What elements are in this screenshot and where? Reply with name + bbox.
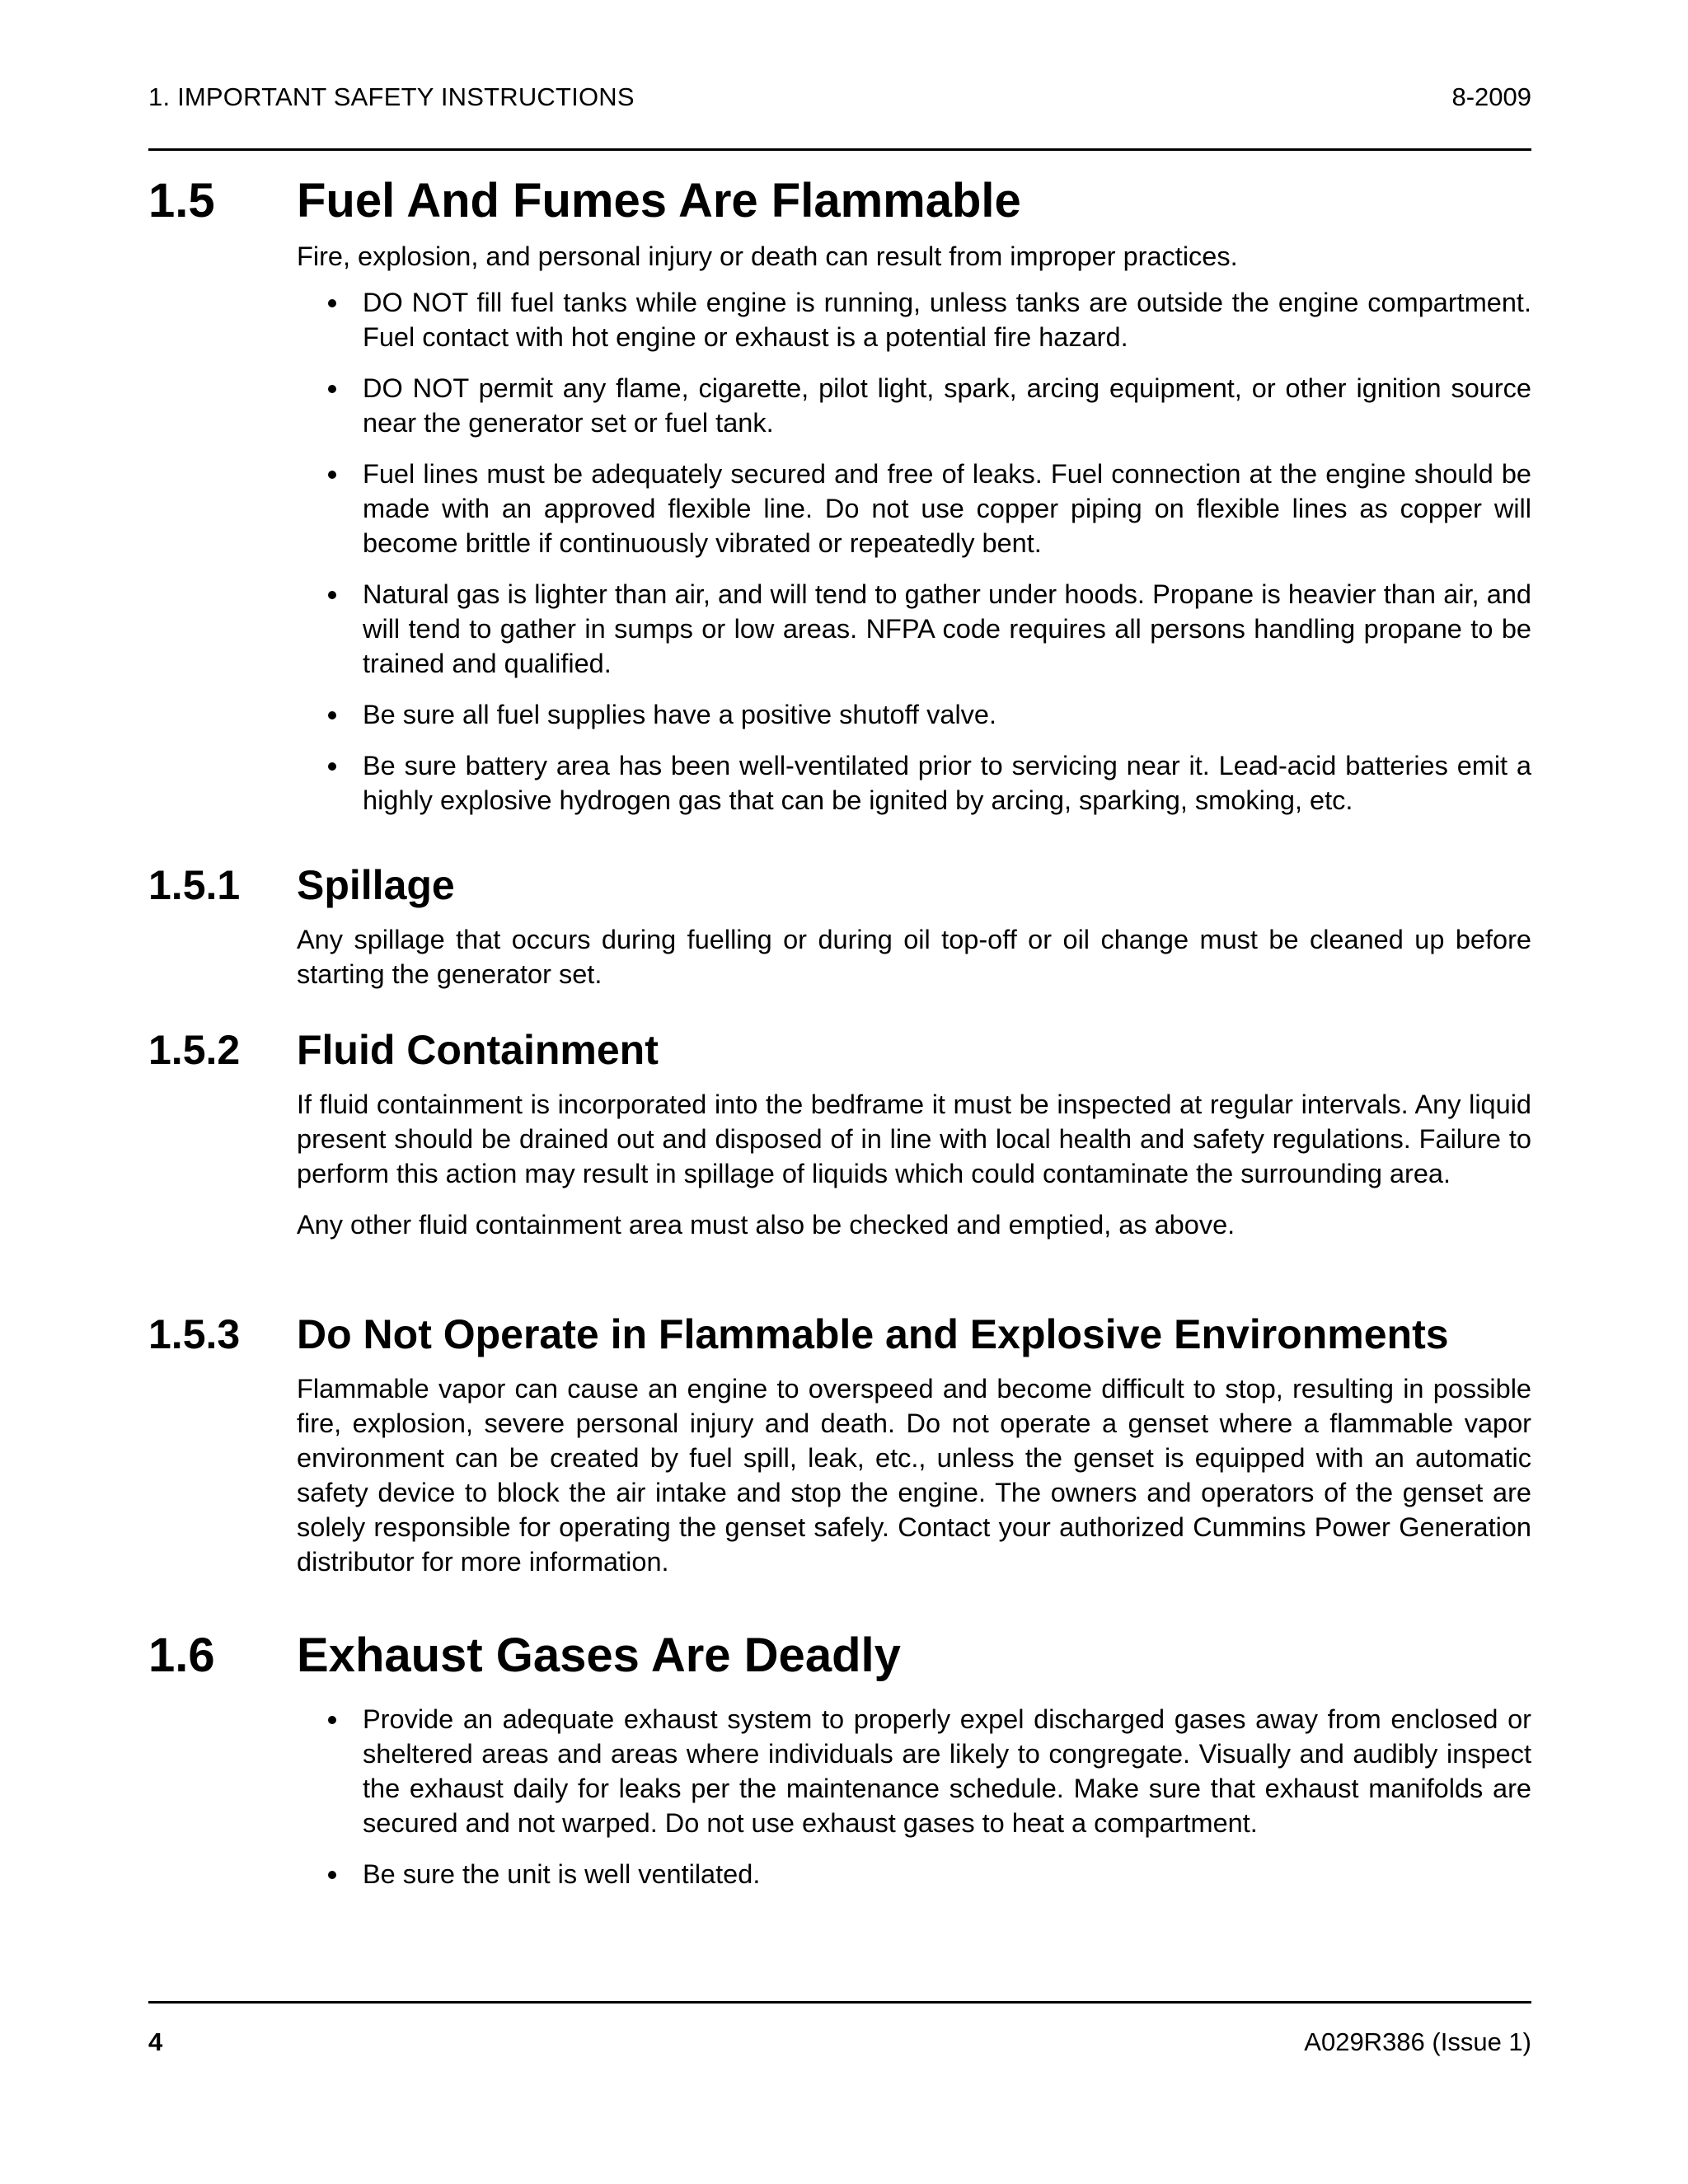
subsection-number: 1.5.3 — [148, 1311, 241, 1357]
bullet-icon — [328, 385, 336, 393]
subsection-heading — [148, 1310, 1531, 1360]
section-1-5-3 — [148, 1310, 1531, 1579]
section-heading — [148, 1628, 1531, 1685]
bullet-icon — [328, 299, 336, 307]
header-rule — [148, 148, 1531, 151]
subsection-number: 1.5.1 — [148, 862, 241, 908]
list-item: DO NOT fill fuel tanks while engine is running, unless tanks are outside the engine compartment. Fuel contact with hot engine or exhaust is a potential fire hazard. — [297, 285, 1531, 354]
section-title: Fuel And Fumes Are Flammable — [297, 174, 1021, 227]
paragraph: Any other fluid containment area must also be checked and emptied, as above. — [297, 1210, 1236, 1240]
section-body — [297, 239, 1531, 818]
section-body — [297, 1702, 1531, 1891]
list-item: Be sure all fuel supplies have a positive shutoff valve. — [297, 697, 1531, 732]
section-1-6 — [148, 1628, 1531, 1891]
list-item: DO NOT permit any flame, cigarette, pilot light, spark, arcing equipment, or other ignition source near the generator set or fuel tank. — [297, 371, 1531, 440]
paragraph: Any spillage that occurs during fuelling or during oil top-off or oil change must be cleaned up before starting the generator set. — [297, 925, 1531, 989]
subsection-body — [297, 1087, 1531, 1242]
list-item: Fuel lines must be adequately secured and free of leaks. Fuel connection at the engine should be made with an approved flexible line. Do not use copper piping on flexible lines as copper will become brittle if continuously vibrated or repeatedly bent. — [297, 457, 1531, 560]
bullet-list — [297, 285, 1531, 818]
subsection-heading — [148, 861, 1531, 911]
list-item: Be sure battery area has been well-ventilated prior to servicing near it. Lead-acid batteries emit a highly explosive hydrogen gas that can be ignited by arcing, sparking, smoking, etc. — [297, 748, 1531, 818]
subsection-number: 1.5.2 — [148, 1027, 241, 1073]
bullet-icon — [328, 762, 336, 771]
subsection-body — [297, 922, 1531, 991]
bullet-icon — [328, 591, 336, 599]
section-heading — [148, 173, 1531, 231]
section-number: 1.6 — [148, 1629, 215, 1682]
list-item: Provide an adequate exhaust system to properly expel discharged gases away from enclosed or sheltered areas and areas where individuals are likely to congregate. Visually and audibly inspect the exhaust daily for leaks per the maintenance schedule. Make sure that exhaust manifolds are secured and not warped. Do not use exhaust gases to heat a compartment. — [297, 1702, 1531, 1840]
bullet-list — [297, 1702, 1531, 1891]
section-1-5-2 — [148, 1026, 1531, 1242]
header-date: 8-2009 — [1451, 82, 1531, 111]
bullet-icon — [328, 471, 336, 479]
section-title: Exhaust Gases Are Deadly — [297, 1629, 901, 1682]
subsection-heading — [148, 1026, 1531, 1076]
document-id: A029R386 (Issue 1) — [1304, 2027, 1531, 2056]
header-section-title: 1. IMPORTANT SAFETY INSTRUCTIONS — [148, 82, 635, 111]
page-number: 4 — [148, 2027, 163, 2056]
paragraph: If fluid containment is incorporated into the bedframe it must be inspected at regular intervals. Any liquid present should be drained out and disposed of in line with local health and safety regulations. Failure to perform this action may result in spillage of liquids which could contaminate the surrounding area. — [297, 1090, 1531, 1188]
bullet-icon — [328, 711, 336, 719]
page-header — [148, 82, 1531, 122]
section-1-5 — [148, 173, 1531, 818]
footer-rule — [148, 2001, 1531, 2004]
subsection-body — [297, 1371, 1531, 1579]
paragraph: Flammable vapor can cause an engine to overspeed and become difficult to stop, resulting in possible fire, explosion, severe personal injury and death. Do not operate a genset where a flammable vapor environment can be created by fuel spill, leak, etc., unless the genset is equipped with an automatic safety device to block the air intake and stop the engine. The owners and operators of the genset are solely responsible for operating the genset safely. Contact your authorized Cummins Power Generation distributor for more information. — [297, 1374, 1531, 1577]
bullet-icon — [328, 1871, 336, 1879]
subsection-title: Spillage — [297, 862, 455, 908]
section-number: 1.5 — [148, 174, 215, 227]
list-item: Be sure the unit is well ventilated. — [297, 1857, 1531, 1891]
bullet-icon — [328, 1716, 336, 1724]
section-1-5-1 — [148, 861, 1531, 991]
subsection-title: Fluid Containment — [297, 1027, 659, 1073]
intro-paragraph: Fire, explosion, and personal injury or death can result from improper practices. — [297, 241, 1238, 271]
subsection-title: Do Not Operate in Flammable and Explosive Environments — [297, 1311, 1449, 1357]
list-item: Natural gas is lighter than air, and will tend to gather under hoods. Propane is heavier than air, and will tend to gather in sumps or low areas. NFPA code requires all persons handling propane to be trained and qualified. — [297, 577, 1531, 681]
